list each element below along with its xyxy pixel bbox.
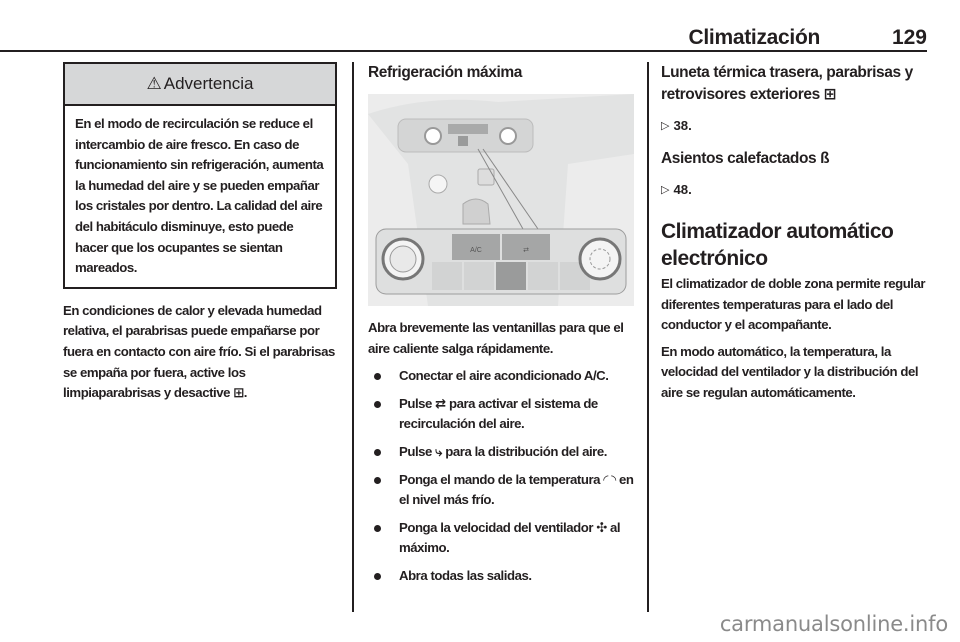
warning-header <box>65 64 335 106</box>
page-reference-link[interactable]: ▷ 38. <box>661 116 928 136</box>
dual-zone-paragraph: El climatizador de doble zona permite regular diferentes temperaturas para el lado del conductor y el acompañante. <box>661 276 926 333</box>
column-3 <box>661 62 928 404</box>
column-1 <box>63 62 341 404</box>
bullet-icon <box>374 449 381 456</box>
section-heading: Climatizador automático electrónico <box>661 220 894 270</box>
auto-mode-paragraph: En modo automático, la temperatura, la velocidad del ventilador y la distribución del aire se regulan automáticamente. <box>661 343 919 400</box>
section-title: Climatización <box>688 26 820 49</box>
page-reference-link[interactable]: ▷ 48. <box>661 180 928 200</box>
max-cooling-heading: Refrigeración máxima <box>368 64 522 81</box>
climate-panel-figure <box>368 94 634 306</box>
reference-arrow-icon: ▷ <box>661 184 670 196</box>
page-number: 129 <box>891 26 927 49</box>
bullet-icon <box>374 373 381 380</box>
warning-triangle-icon: ⚠ <box>146 74 162 93</box>
site-watermark: carmanualsonline.info <box>719 612 948 636</box>
svg-text:A/C: A/C <box>470 247 482 254</box>
bullet-icon <box>374 401 381 408</box>
column-divider <box>352 62 354 612</box>
svg-text:⇄: ⇄ <box>523 247 529 254</box>
warning-title: Advertencia <box>163 74 254 93</box>
warning-text: En el modo de recirculación se reduce el intercambio de aire fresco. En caso de funcionamiento sin refrigeración, aumenta la humedad del aire y se pueden empañar los cristales por dentro. La calidad del aire del habitáculo disminuye, esto puede hacer que los ocupantes se sientan mareados. <box>75 116 324 276</box>
windshield-paragraph: En condiciones de calor y elevada humedad relativa, el parabrisas puede empañarse por fuera en contacto con aire frío. Si el parabrisas se empaña por fuera, active los limpiaparabrisas y desactive ⊞. <box>63 302 335 401</box>
warning-box <box>63 62 337 289</box>
page-header <box>0 0 927 52</box>
reference-arrow-icon: ▷ <box>661 120 670 132</box>
bullet-icon <box>374 573 381 580</box>
list-item: Conectar el aire acondicionado A/C. <box>368 366 634 387</box>
list-item: Ponga la velocidad del ventilador ✣ al máximo. <box>368 518 634 559</box>
heated-seats-heading: Asientos calefactados ß <box>661 150 830 167</box>
list-item: Ponga el mando de la temperatura ◜ ◝ en el nivel más frío. <box>368 470 634 511</box>
bullet-icon <box>374 477 381 484</box>
rear-window-heading: Luneta térmica trasera, parabrisas y retrovisores exteriores ⊞ <box>661 64 913 103</box>
bullet-icon <box>374 525 381 532</box>
column-divider <box>647 62 649 612</box>
list-item: Pulse ⤷ para la distribución del aire. <box>368 442 634 463</box>
max-cooling-intro: Abra brevemente las ventanillas para que el aire caliente salga rápidamente. <box>368 320 624 356</box>
list-item: Pulse ⇄ para activar el sistema de recirculación del aire. <box>368 394 634 435</box>
column-2 <box>368 62 634 587</box>
max-cooling-steps <box>368 366 634 586</box>
climate-panel-illustration <box>368 94 634 306</box>
list-item: Abra todas las salidas. <box>368 566 634 587</box>
